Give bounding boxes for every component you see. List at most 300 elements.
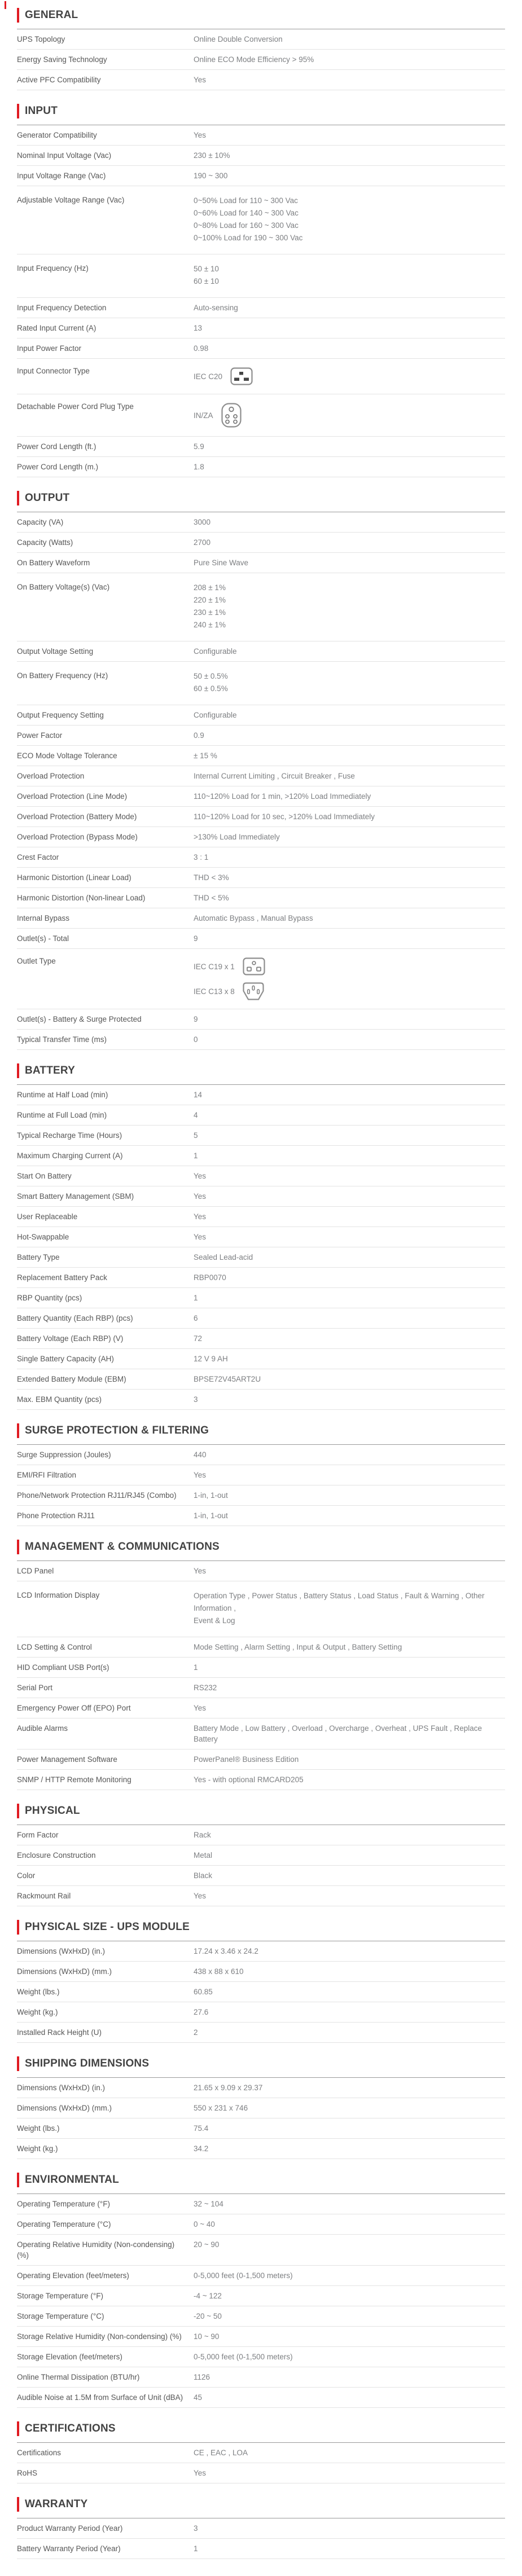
spec-row [17, 2306, 505, 2327]
spec-label: Serial Port [17, 1683, 53, 1692]
spec-label: On Battery Frequency (Hz) [17, 671, 108, 680]
spec-value-line: RBP0070 [194, 1273, 226, 1282]
spec-row [17, 1658, 505, 1678]
spec-row [17, 1637, 505, 1658]
section-accent-bar [17, 2421, 19, 2436]
spec-label: Weight (lbs.) [17, 1988, 60, 1996]
spec-value [194, 2372, 505, 2382]
section-general [17, 8, 505, 90]
spec-row [17, 2118, 505, 2139]
spec-label: On Battery Waveform [17, 559, 90, 567]
spec-value [194, 2123, 505, 2134]
spec-value-line: 438 x 88 x 610 [194, 1967, 244, 1976]
spec-row [17, 1390, 505, 1410]
spec-value [194, 1293, 505, 1303]
spec-value-line: 240 ± 1% [194, 621, 226, 629]
spec-value-line: PowerPanel® Business Edition [194, 1755, 299, 1764]
spec-value-line: Yes [194, 131, 207, 139]
section-accent-bar [17, 1804, 19, 1818]
spec-value-line: 1 [194, 1294, 198, 1302]
spec-value-line: Configurable [194, 711, 237, 719]
section-title: SHIPPING DIMENSIONS [25, 2058, 150, 2069]
spec-row [17, 1845, 505, 1866]
spec-row [17, 2286, 505, 2306]
spec-row [17, 641, 505, 662]
spec-row [17, 2327, 505, 2347]
spec-value [194, 441, 505, 452]
spec-value-line: 1 [194, 2544, 198, 2553]
iec-c20-inlet-icon [230, 367, 253, 385]
spec-label: Power Management Software [17, 1755, 117, 1764]
section-header [17, 1063, 505, 1085]
spec-value [194, 1774, 505, 1785]
spec-row [17, 1941, 505, 1962]
spec-value-line: Operation Type , Power Status , Battery Status , Load Status , Fault & Warning , Other Information , [194, 1592, 485, 1612]
spec-row [17, 2235, 505, 2266]
spec-value [194, 2239, 505, 2250]
spec-row [17, 1825, 505, 1845]
spec-value-line: 0 ~ 40 [194, 2220, 215, 2228]
spec-value-line: 60 ± 0.5% [194, 684, 228, 693]
spec-label: Certifications [17, 2448, 62, 2457]
spec-row [17, 1288, 505, 1308]
spec-value-line: 6 [194, 1314, 198, 1322]
spec-value [194, 1642, 505, 1652]
spec-value [194, 1130, 505, 1141]
section-header [17, 2497, 505, 2518]
spec-label: Capacity (Watts) [17, 538, 73, 547]
page-edge-marker [5, 1, 6, 9]
spec-label: Single Battery Capacity (AH) [17, 1355, 114, 1363]
spec-value [194, 517, 505, 527]
spec-label: Nominal Input Voltage (Vac) [17, 151, 112, 160]
spec-row [17, 1186, 505, 1207]
section-header [17, 8, 505, 29]
spec-sections [17, 8, 505, 2559]
spec-value [194, 2143, 505, 2154]
spec-value-text: IEC C19 x 1 [194, 962, 235, 971]
section-accent-bar [17, 1540, 19, 1554]
spec-label: Product Warranty Period (Year) [17, 2524, 123, 2533]
spec-label: Internal Bypass [17, 914, 70, 922]
spec-value-line: Battery Mode , Low Battery , Overload , Overcharge , Overheat , UPS Fault , Replace Battery [194, 1724, 482, 1743]
spec-label: Maximum Charging Current (A) [17, 1151, 123, 1160]
spec-value [194, 1703, 505, 1713]
spec-value [194, 1232, 505, 1242]
spec-value-line: 230 ± 10% [194, 151, 230, 160]
spec-label: Capacity (VA) [17, 518, 64, 526]
spec-label: Power Cord Length (m.) [17, 463, 99, 471]
spec-row [17, 1268, 505, 1288]
spec-value [194, 2103, 505, 2113]
spec-label: Battery Type [17, 1253, 60, 1261]
spec-value-line: Auto-sensing [194, 304, 238, 312]
spec-value-line: Yes [194, 2469, 207, 2477]
spec-row [17, 359, 505, 394]
spec-value-line: ± 15 % [194, 751, 217, 760]
spec-value [194, 343, 505, 354]
spec-row [17, 573, 505, 641]
spec-row [17, 1369, 505, 1390]
spec-row [17, 2078, 505, 2098]
spec-label: Storage Elevation (feet/meters) [17, 2353, 122, 2361]
spec-value-line: 3 [194, 1395, 198, 1404]
spec-label: Operating Elevation (feet/meters) [17, 2271, 129, 2280]
spec-value [194, 670, 505, 695]
section-accent-bar [17, 2056, 19, 2071]
section-shipping-dimensions [17, 2056, 505, 2159]
spec-value-line: 3 : 1 [194, 853, 209, 861]
spec-row [17, 1485, 505, 1506]
spec-row [17, 705, 505, 726]
section-header [17, 1423, 505, 1445]
spec-label: Detachable Power Cord Plug Type [17, 402, 134, 411]
section-warranty [17, 2497, 505, 2559]
section-title: GENERAL [25, 9, 78, 21]
spec-value [194, 1850, 505, 1861]
spec-row [17, 339, 505, 359]
spec-label: Harmonic Distortion (Non-linear Load) [17, 894, 146, 902]
spec-label: Weight (kg.) [17, 2144, 58, 2153]
spec-value-line: 60 ± 10 [194, 277, 219, 285]
spec-label: Overload Protection [17, 772, 85, 780]
spec-label: Enclosure Construction [17, 1851, 96, 1860]
section-accent-bar [17, 8, 19, 23]
spec-row [17, 553, 505, 573]
spec-value-line: 4 [194, 1111, 198, 1119]
spec-label: SNMP / HTTP Remote Monitoring [17, 1775, 131, 1784]
spec-value [194, 872, 505, 883]
spec-row [17, 2194, 505, 2214]
spec-label: Crest Factor [17, 853, 59, 861]
spec-value-line: 50 ± 0.5% [194, 672, 228, 680]
spec-row [17, 2266, 505, 2286]
spec-value [194, 1682, 505, 1693]
spec-label: Phone/Network Protection RJ11/RJ45 (Combo) [17, 1491, 177, 1500]
spec-value [194, 2082, 505, 2093]
spec-value-line: 0 [194, 1035, 198, 1044]
spec-value-line: Yes [194, 1892, 207, 1900]
section-header [17, 2421, 505, 2443]
spec-label: Outlet(s) - Total [17, 934, 69, 943]
spec-row [17, 2023, 505, 2043]
spec-value-line: 230 ± 1% [194, 608, 226, 617]
spec-label: Weight (lbs.) [17, 2124, 60, 2133]
spec-value [194, 170, 505, 181]
spec-row [17, 166, 505, 186]
spec-value-line: 220 ± 1% [194, 596, 226, 604]
spec-value-line: 1 [194, 1151, 198, 1160]
spec-row [17, 1105, 505, 1126]
spec-value-line: 13 [194, 324, 203, 332]
spec-value [194, 1662, 505, 1673]
spec-value-line: 0.9 [194, 731, 204, 740]
spec-row [17, 2367, 505, 2388]
spec-value [194, 852, 505, 863]
section-header [17, 1804, 505, 1825]
section-header [17, 2173, 505, 2194]
spec-label: Input Frequency Detection [17, 304, 107, 312]
section-title: CERTIFICATIONS [25, 2423, 116, 2434]
spec-value [194, 893, 505, 903]
spec-row [17, 2463, 505, 2483]
spec-value-line: -20 ~ 50 [194, 2312, 222, 2320]
spec-value-line: 1126 [194, 2373, 210, 2381]
spec-row [17, 1698, 505, 1718]
spec-label: Runtime at Full Load (min) [17, 1111, 107, 1119]
spec-value-text: IEC C13 x 8 [194, 987, 235, 996]
spec-value-line: 110~120% Load for 1 min, >120% Load Immediately [194, 792, 371, 801]
spec-row [17, 437, 505, 457]
spec-label: Dimensions (WxHxD) (in.) [17, 2083, 106, 2092]
section-surge-protection-filtering [17, 1423, 505, 1526]
spec-label: Input Connector Type [17, 367, 90, 375]
spec-label: HID Compliant USB Port(s) [17, 1663, 109, 1672]
spec-value [194, 1089, 505, 1100]
spec-value [194, 302, 505, 313]
spec-value-text: IN/ZA [194, 411, 213, 420]
spec-label: Online Thermal Dissipation (BTU/hr) [17, 2373, 140, 2381]
spec-value-line [194, 981, 505, 1002]
spec-value [194, 263, 505, 288]
spec-value-line: Metal [194, 1851, 213, 1860]
spec-value-line: 45 [194, 2393, 203, 2402]
section-output [17, 491, 505, 1050]
spec-label: Battery Quantity (Each RBP) (pcs) [17, 1314, 133, 1322]
spec-value [194, 537, 505, 548]
spec-label: Input Voltage Range (Vac) [17, 172, 106, 180]
spec-label: Max. EBM Quantity (pcs) [17, 1395, 102, 1404]
section-battery [17, 1063, 505, 1410]
spec-value-line: Online Double Conversion [194, 35, 283, 43]
spec-value [194, 2447, 505, 2458]
spec-value [194, 2027, 505, 2038]
spec-value-line: 1-in, 1-out [194, 1491, 228, 1500]
in-za-plug-icon [221, 403, 242, 428]
spec-label: On Battery Voltage(s) (Vac) [17, 583, 110, 591]
spec-label: Storage Temperature (°C) [17, 2312, 104, 2320]
spec-value-line: Rack [194, 1831, 211, 1839]
section-accent-bar [17, 2173, 19, 2187]
spec-value-line: 0~50% Load for 110 ~ 300 Vac [194, 196, 298, 205]
spec-label: Battery Warranty Period (Year) [17, 2544, 121, 2553]
section-title: INPUT [25, 105, 58, 117]
spec-value [194, 2468, 505, 2478]
spec-value [194, 710, 505, 720]
spec-row [17, 1445, 505, 1465]
spec-label: Runtime at Half Load (min) [17, 1091, 108, 1099]
spec-label: User Replaceable [17, 1212, 78, 1221]
spec-row [17, 146, 505, 166]
spec-value [194, 1870, 505, 1881]
spec-row [17, 1126, 505, 1146]
spec-row [17, 1146, 505, 1166]
spec-row [17, 1207, 505, 1227]
spec-value [194, 771, 505, 781]
spec-row [17, 949, 505, 1009]
spec-value [194, 2291, 505, 2301]
spec-value [194, 582, 505, 631]
spec-label: UPS Topology [17, 35, 65, 43]
spec-value [194, 1313, 505, 1324]
spec-value [194, 401, 505, 429]
spec-label: Overload Protection (Bypass Mode) [17, 833, 138, 841]
spec-row [17, 1962, 505, 1982]
section-accent-bar [17, 1920, 19, 1935]
spec-value [194, 1946, 505, 1957]
spec-label: Start On Battery [17, 1172, 72, 1180]
spec-value [194, 1252, 505, 1263]
spec-row [17, 908, 505, 929]
spec-value-line: Internal Current Limiting , Circuit Breaker , Fuse [194, 772, 355, 780]
spec-value-line: 550 x 231 x 746 [194, 2104, 248, 2112]
spec-label: Installed Rack Height (U) [17, 2028, 102, 2037]
spec-value-line: 2 [194, 2028, 198, 2037]
section-management-communications [17, 1540, 505, 1790]
spec-value-line: 1.8 [194, 463, 204, 471]
spec-label: LCD Setting & Control [17, 1643, 92, 1651]
spec-label: Phone Protection RJ11 [17, 1511, 95, 1520]
spec-row [17, 2214, 505, 2235]
spec-row [17, 512, 505, 533]
spec-value-line: Yes [194, 1172, 207, 1180]
spec-label: Energy Saving Technology [17, 55, 107, 64]
spec-value [194, 1470, 505, 1480]
spec-value [194, 1590, 505, 1627]
spec-value [194, 1272, 505, 1283]
spec-value [194, 1566, 505, 1576]
spec-row [17, 457, 505, 477]
spec-value [194, 1394, 505, 1405]
spec-row [17, 1465, 505, 1485]
spec-value-line: RS232 [194, 1683, 217, 1692]
spec-value [194, 730, 505, 741]
spec-label: Power Cord Length (ft.) [17, 442, 96, 451]
spec-value-line: CE , EAC , LOA [194, 2448, 248, 2457]
spec-row [17, 827, 505, 847]
spec-value-line: Yes [194, 1567, 207, 1575]
spec-label: Rackmount Rail [17, 1892, 71, 1900]
spec-value [194, 74, 505, 85]
spec-value [194, 54, 505, 65]
spec-row [17, 726, 505, 746]
spec-row [17, 125, 505, 146]
spec-value-line: 21.65 x 9.09 x 29.37 [194, 2083, 263, 2092]
spec-value-line: 50 ± 10 [194, 265, 219, 273]
section-accent-bar [17, 1423, 19, 1438]
spec-value [194, 323, 505, 333]
spec-value-line: 9 [194, 1015, 198, 1023]
spec-row [17, 1561, 505, 1581]
spec-label: Audible Alarms [17, 1724, 68, 1733]
section-title: BATTERY [25, 1065, 76, 1076]
section-input [17, 104, 505, 477]
spec-value-line: 5 [194, 1131, 198, 1140]
spec-value [194, 791, 505, 802]
spec-label: Extended Battery Module (EBM) [17, 1375, 126, 1383]
spec-value [194, 1034, 505, 1045]
spec-label: Color [17, 1871, 36, 1880]
spec-value [194, 130, 505, 140]
spec-row [17, 1982, 505, 2002]
iec-c19-outlet-icon [243, 957, 265, 975]
spec-label: Operating Relative Humidity (Non-condensing) (%) [17, 2240, 175, 2260]
spec-value-line: 5.9 [194, 442, 204, 451]
spec-row [17, 1030, 505, 1050]
spec-value [194, 913, 505, 924]
spec-row [17, 746, 505, 766]
spec-value-line: 0~60% Load for 140 ~ 300 Vac [194, 209, 299, 217]
spec-row [17, 1770, 505, 1790]
spec-row [17, 70, 505, 90]
section-title: SURGE PROTECTION & FILTERING [25, 1425, 209, 1436]
section-physical-size-ups-module [17, 1920, 505, 2043]
spec-label: Emergency Power Off (EPO) Port [17, 1704, 131, 1712]
spec-label: EMI/RFI Filtration [17, 1471, 77, 1479]
spec-label: Adjustable Voltage Range (Vac) [17, 196, 125, 204]
spec-value [194, 1510, 505, 1521]
spec-value [194, 2331, 505, 2342]
spec-row [17, 2002, 505, 2023]
spec-value [194, 2219, 505, 2230]
spec-label: Hot-Swappable [17, 1233, 69, 1241]
spec-label: Input Frequency (Hz) [17, 264, 89, 272]
spec-label: Dimensions (WxHxD) (in.) [17, 1947, 106, 1955]
spec-value-line [194, 401, 505, 429]
spec-value-line: 72 [194, 1334, 203, 1343]
spec-value-line: 0.98 [194, 344, 209, 353]
section-accent-bar [17, 1063, 19, 1078]
spec-value-line: BPSE72V45ART2U [194, 1375, 261, 1383]
spec-label: RBP Quantity (pcs) [17, 1294, 82, 1302]
spec-value [194, 366, 505, 387]
spec-value-line: Configurable [194, 647, 237, 656]
spec-row [17, 1886, 505, 1906]
spec-value [194, 2311, 505, 2322]
spec-row [17, 807, 505, 827]
section-title: OUTPUT [25, 492, 70, 504]
spec-row [17, 1678, 505, 1698]
spec-value-line: Yes [194, 1212, 207, 1221]
spec-value-line: 1 [194, 1663, 198, 1672]
section-header [17, 104, 505, 125]
spec-value-line: Pure Sine Wave [194, 559, 249, 567]
spec-value [194, 2199, 505, 2209]
spec-value [194, 1150, 505, 1161]
spec-label: Dimensions (WxHxD) (mm.) [17, 2104, 112, 2112]
spec-label: Outlet(s) - Battery & Surge Protected [17, 1015, 142, 1023]
spec-value-line: THD < 3% [194, 873, 229, 882]
spec-value-line: -4 ~ 122 [194, 2292, 222, 2300]
spec-value-line: 0-5,000 feet (0-1,500 meters) [194, 2271, 293, 2280]
spec-value [194, 2351, 505, 2362]
spec-label: Harmonic Distortion (Linear Load) [17, 873, 131, 882]
spec-label: Input Power Factor [17, 344, 82, 353]
spec-value-line: 440 [194, 1450, 207, 1459]
spec-value [194, 1449, 505, 1460]
spec-label: Overload Protection (Line Mode) [17, 792, 128, 801]
spec-row [17, 786, 505, 807]
section-header [17, 1920, 505, 1941]
spec-value [194, 933, 505, 944]
spec-label: Storage Temperature (°F) [17, 2292, 103, 2300]
spec-value [194, 2007, 505, 2017]
spec-value-line: 10 ~ 90 [194, 2332, 220, 2341]
section-accent-bar [17, 2497, 19, 2512]
section-title: ENVIRONMENTAL [25, 2174, 119, 2186]
spec-value [194, 750, 505, 761]
spec-value-line: 110~120% Load for 10 sec, >120% Load Immediately [194, 812, 375, 821]
